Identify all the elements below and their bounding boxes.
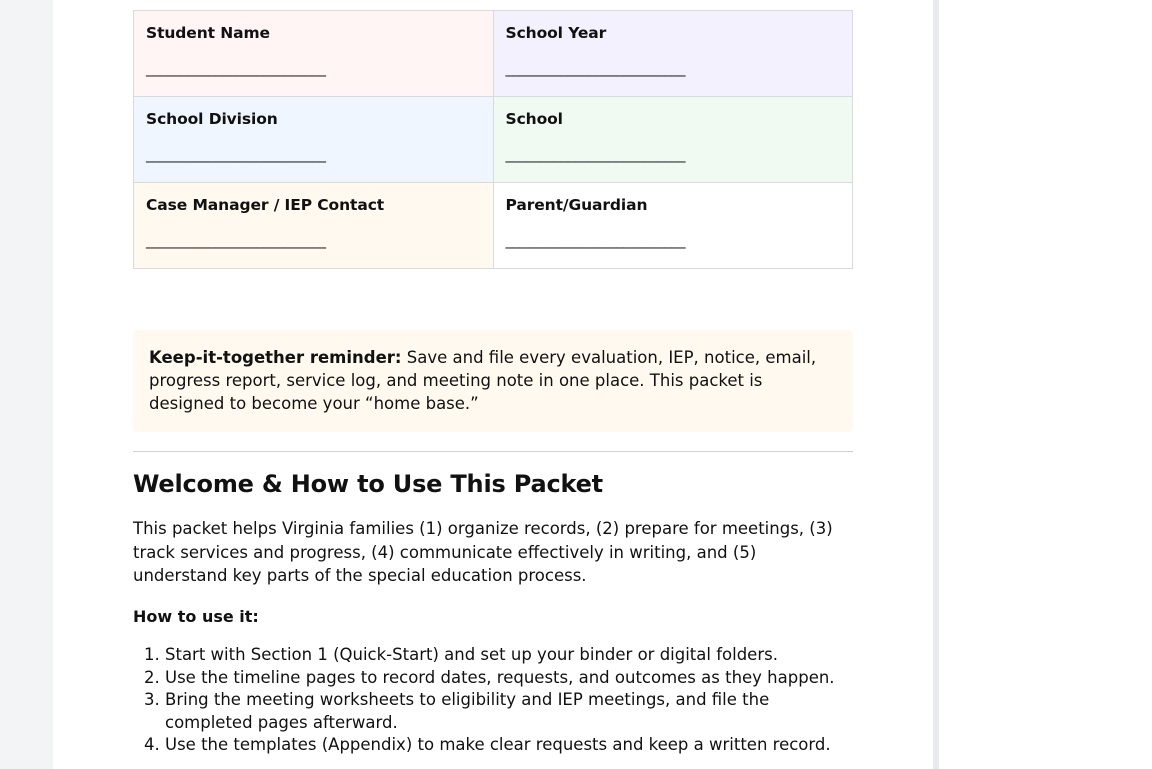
fill-in-line[interactable]: __________________________ [146,59,326,77]
section-heading: Welcome & How to Use This Packet [133,470,603,498]
cell-label: Case Manager / IEP Contact [146,196,385,214]
table-row [134,97,853,183]
fill-in-line[interactable]: __________________________ [505,231,685,249]
case-manager-cell [134,183,494,269]
parent-guardian-cell [493,183,853,269]
reminder-text: Save and file every evaluation, IEP, notice, email, progress report, service log, and meeting note in one place. This packet is designed to become your “home base.” [149,348,817,413]
cell-label: Student Name [146,24,270,42]
fill-in-line[interactable]: __________________________ [505,145,685,163]
school-division-cell [134,97,494,183]
school-year-cell [493,11,853,97]
document-page [53,0,933,769]
document-content [133,10,853,754]
section-divider [133,451,853,452]
table-row [134,183,853,269]
how-to-label: How to use it: [133,607,259,626]
cell-label: School Year [505,24,607,42]
list-item: 1. Start with Section 1 (Quick-Start) and set up your binder or digital folders. [165,644,853,667]
reminder-callout [133,330,853,432]
fill-in-line[interactable]: __________________________ [146,145,326,163]
table-row [134,11,853,97]
student-info-table [133,10,853,269]
fill-in-line[interactable]: __________________________ [505,59,685,77]
cell-label: Parent/Guardian [505,196,648,214]
fill-in-line[interactable]: __________________________ [146,231,326,249]
school-cell [493,97,853,183]
list-item: 4. Use the templates (Appendix) to make clear requests and keep a written record. [165,734,853,757]
reminder-label: Keep-it-together reminder: [149,348,402,367]
list-item: 2. Use the timeline pages to record dates, requests, and outcomes as they happen. [165,667,853,690]
cell-label: School [505,110,563,128]
side-panel [939,0,1152,769]
cell-label: School Division [146,110,278,128]
list-item: 3. Bring the meeting worksheets to eligibility and IEP meetings, and file the completed pages afterward. [165,689,853,734]
intro-paragraph: This packet helps Virginia families (1) organize records, (2) prepare for meetings, (3) track services and progress, (4) communicate effectively in writing, and (5) understand key parts of the special education process. [133,519,833,585]
steps-list [133,644,853,757]
student-name-cell [134,11,494,97]
